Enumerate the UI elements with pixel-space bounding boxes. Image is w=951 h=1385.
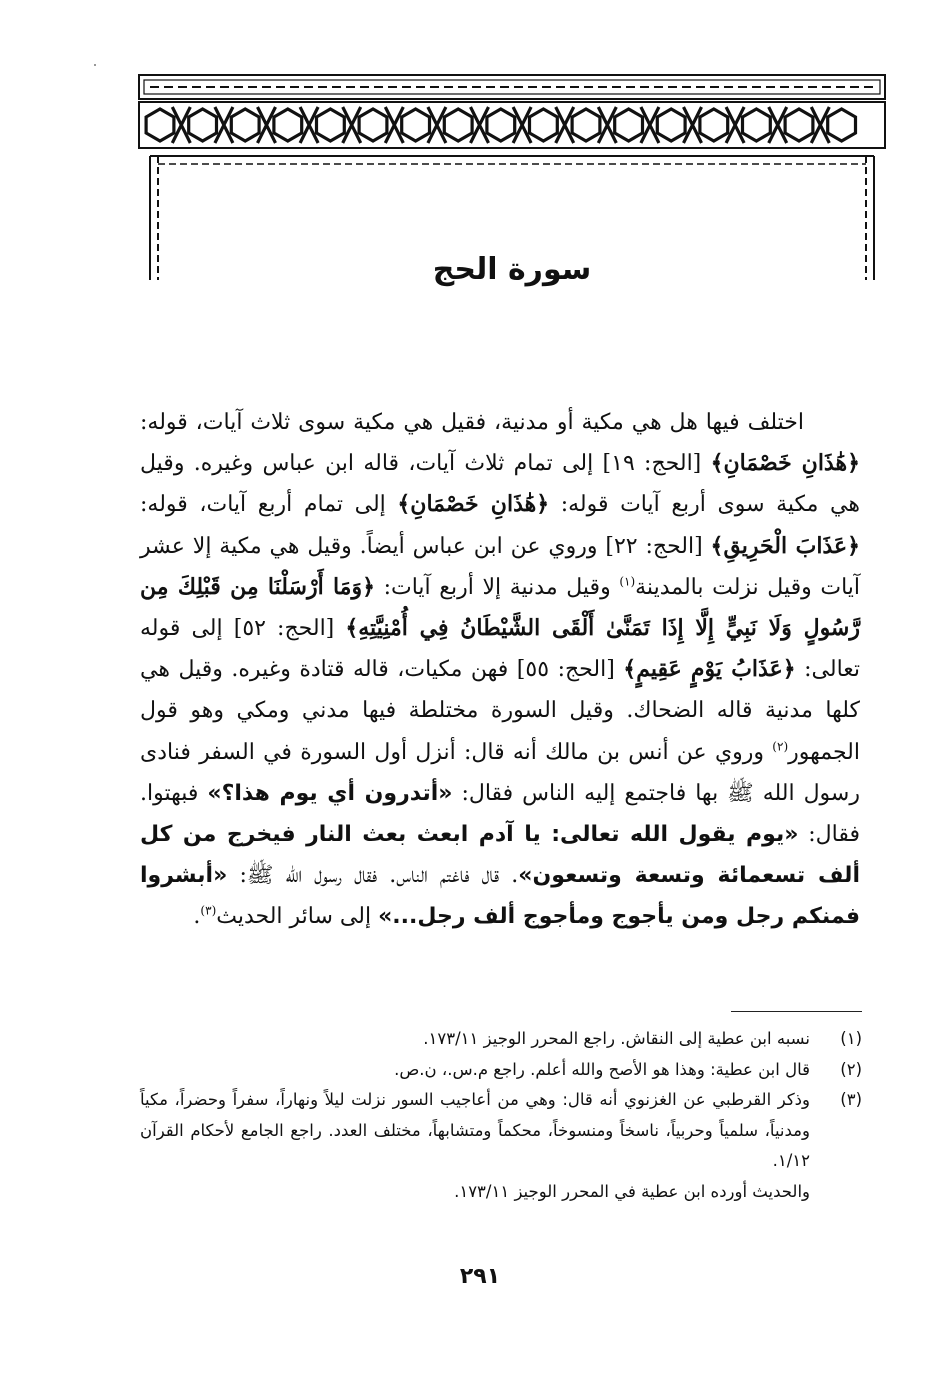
footnote-number: (٢)	[840, 1059, 862, 1079]
knot-shape	[444, 109, 472, 141]
hadith-quote: «يوم يقول الله تعالى: يا آدم ابعث بعث النار فيخرج من كل ألف تسعمائة وتسعة وتسعون»	[140, 822, 860, 889]
knot-shape	[828, 109, 856, 141]
knot-shape	[146, 109, 174, 141]
quran-verse: ﴿هَٰذَانِ خَصْمَانِ﴾	[710, 450, 860, 477]
footnote-ref: (٣)	[200, 904, 217, 919]
hadith-quote: «أبشروا فمنكم رجل ومن يأجوج ومأجوج ألف رجل...»	[140, 863, 860, 930]
knot-shape	[317, 109, 345, 141]
footnote-3	[140, 1085, 862, 1177]
footnote-text: قال ابن عطية: وهذا هو الأصح والله أعلم. راجع م.س.، ن.ص.	[394, 1059, 810, 1079]
surah-title: سورة الحج	[432, 252, 592, 287]
footnote-number: (١)	[840, 1029, 862, 1048]
knot-shape	[615, 109, 643, 141]
main-text	[140, 402, 860, 938]
footnote-ref: (٢)	[772, 739, 789, 754]
knot-shape	[402, 109, 430, 141]
quran-verse: ﴿عَذَابَ الْحَرِيقِ﴾	[710, 532, 860, 559]
footnote-text: نسبه ابن عطية إلى النقاش. راجع المحرر الوجيز ١٧٣/١١.	[423, 1029, 810, 1048]
knot-shape	[743, 109, 771, 141]
footnote-number: (٣)	[840, 1090, 862, 1109]
quran-verse: ﴿هَٰذَانِ خَصْمَانِ﴾	[397, 491, 550, 518]
footnote-ref: (١)	[619, 574, 636, 589]
body-text-run: وروي عن أنس بن مالك أنه قال: أنزل أول السورة في السفر فنادى رسول الله ﷺ بها فاجتمع إليه الناس فقال:	[140, 739, 860, 806]
knot-shape	[487, 109, 515, 141]
body-text-run: وقيل مدنية إلا أربع آيات:	[374, 574, 620, 600]
footnote-2	[140, 1055, 862, 1086]
body-text-run: [الحج: ٥٢] إلى قوله تعالى:	[140, 616, 861, 683]
scan-speck	[94, 64, 96, 66]
body-text-run: [الحج: ١٩] إلى تمام ثلاث آيات، قاله ابن عباس وغيره. وقيل هي مكية سوى أربع آيات قوله:	[140, 451, 860, 518]
footnote-text: وذكر القرطبي عن الغزنوي أنه قال: وهي من أعاجيب السور نزلت ليلاً ونهاراً، سفراً وحضراً، مكياً ومدنياً، سلمياً وحربياً، ناسخاً ومنسوخاً، محكماً ومتشابهاً، مختلف العدد. راجع الجامع لأحكام القرآن ١/١٢.	[140, 1090, 810, 1170]
footnote-continuation: والحديث أورده ابن عطية في المحرر الوجيز ١٧٣/١١.	[454, 1181, 810, 1201]
quran-verse: ﴿وَمَا أَرْسَلْنَا مِن قَبْلِكَ مِن رَّسُولٍ وَلَا نَبِيٍّ إِلَّا إِذَا تَمَنَّىٰ أَلْقَى الشَّيْطَانُ فِي أُمْنِيَّتِهِ﴾	[140, 573, 860, 642]
knot-shape	[700, 109, 728, 141]
knot-shape	[572, 109, 600, 141]
footnote-1	[140, 1024, 862, 1055]
body-text-run: .	[193, 904, 201, 930]
body-text-run: إلى تمام أربع آيات، قوله:	[140, 492, 398, 518]
knot-shape	[274, 109, 302, 141]
page-number: ٢٩١	[459, 1264, 501, 1289]
knot-shape	[530, 109, 558, 141]
body-text-run: . قال فاغتم الناس. فقال رسول الله ﷺ:	[227, 863, 519, 889]
interlace-band	[146, 107, 855, 143]
hadith-quote: «أتدرون أي يوم هذا؟»	[207, 780, 453, 806]
knot-shape	[785, 109, 813, 141]
body-text-run: فبهتوا. فقال:	[140, 780, 860, 848]
body-paragraph	[140, 402, 860, 938]
quran-verse: ﴿عَذَابُ يَوْمٍ عَقِيمٍ﴾	[623, 656, 796, 683]
knot-shape	[359, 109, 387, 141]
footnotes	[140, 1024, 862, 1207]
knot-shape	[189, 109, 217, 141]
knot-shape	[231, 109, 259, 141]
body-text-run: [الحج: ٥٥] فهن مكيات، قاله قتادة وغيره. وقيل هي كلها مدنية قاله الضحاك. وقيل السورة مختلطة فيها مدني ومكي وهو قول الجمهور	[140, 657, 860, 765]
footnote-separator	[731, 1011, 862, 1012]
body-text-run: [الحج: ٢٢] وروي عن ابن عباس أيضاً. وقيل هي مكية إلا عشر آيات وقيل نزلت بالمدينة	[140, 533, 861, 600]
knot-shape	[657, 109, 685, 141]
body-text-run: إلى سائر الحديث	[216, 904, 379, 930]
body-text-run: اختلف فيها هل هي مكية أو مدنية، فقيل هي مكية سوى ثلاث آيات، قوله:	[140, 410, 804, 435]
